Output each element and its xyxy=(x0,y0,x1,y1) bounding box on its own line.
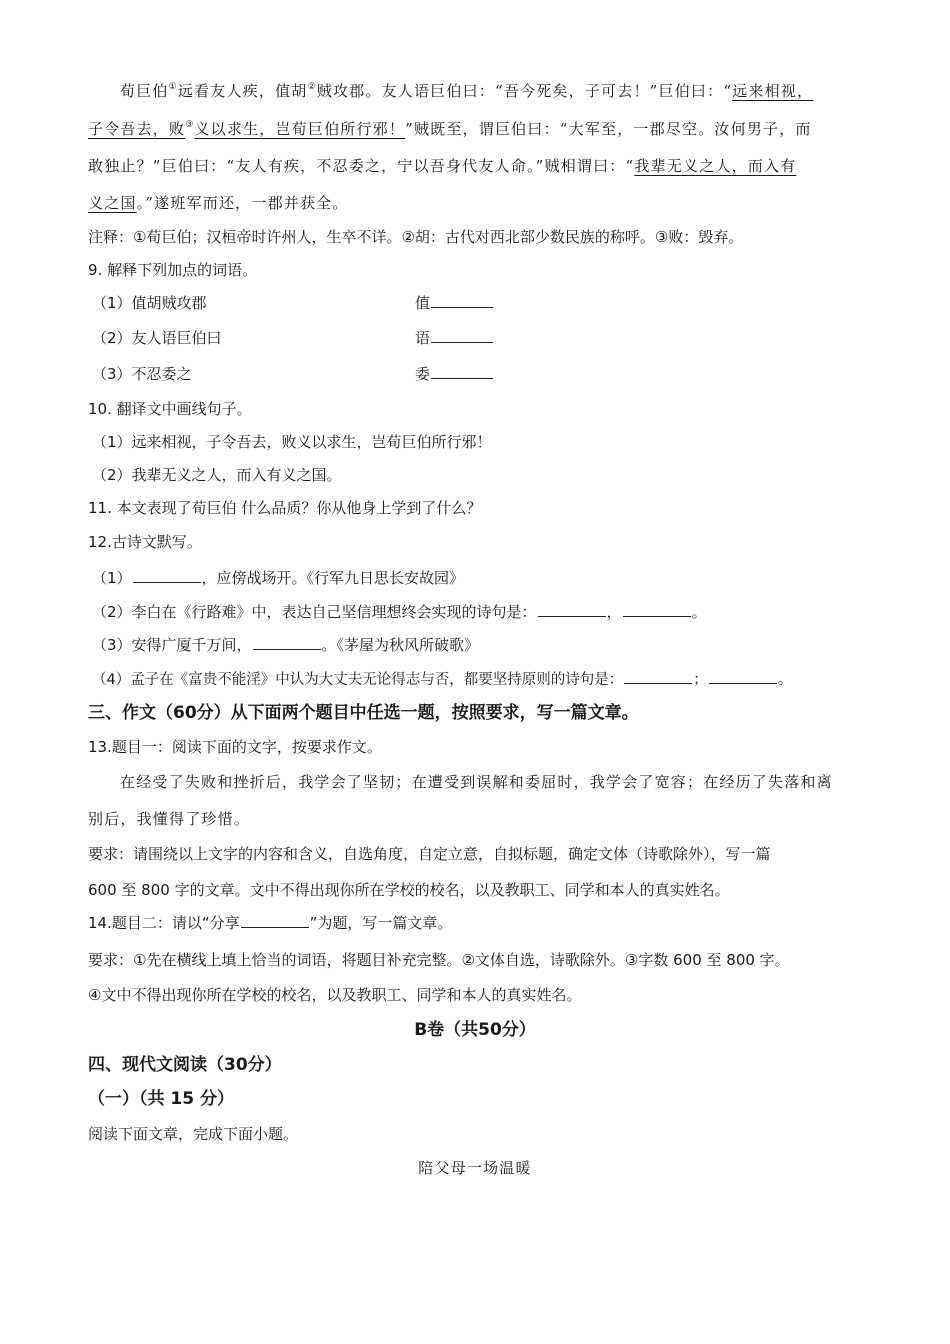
question-9-answer-3 xyxy=(415,364,494,384)
separator: ； xyxy=(693,672,708,688)
question-9-answer-2 xyxy=(415,328,494,348)
underlined-sentence: 义之国 xyxy=(88,194,137,212)
question-13-prompt-line-2: 别后，我懂得了珍惜。 xyxy=(88,810,251,828)
volume-b-heading: B卷（共50分） xyxy=(414,1020,536,1040)
underlined-sentence: 我辈无义之人，而入有 xyxy=(634,157,797,175)
question-10-title: 10. 翻译文中画线句子。 xyxy=(88,400,252,418)
item-text: 。《茅屋为秋风所破歌》 xyxy=(321,636,480,654)
passage-line-2 xyxy=(88,119,812,139)
item-label: （1） xyxy=(92,569,132,587)
answer-blank[interactable] xyxy=(431,293,493,308)
question-12-item-4 xyxy=(92,669,792,690)
passage-line-4 xyxy=(88,193,349,213)
item-text: （2）李白在《行路难》中，表达自己坚信理想终会实现的诗句是： xyxy=(92,603,537,621)
question-13-prompt-line-1: 在经受了失败和挫折后，我学会了坚韧；在遭受到误解和委屈时，我学会了宽容；在经历了失落和离 xyxy=(120,773,833,791)
reading-instruction: 阅读下面文章，完成下面小题。 xyxy=(88,1125,299,1143)
annotation-notes: 注释：①荀巨伯；汉桓帝时许州人，生卒不详。②胡：古代对西北部少数民族的称呼。③败：毁弃。 xyxy=(88,228,744,246)
keyword: 委 xyxy=(415,365,431,383)
underlined-sentence: 远来相视， xyxy=(732,82,814,100)
answer-blank[interactable] xyxy=(253,635,321,650)
article-title: 陪父母一场温暖 xyxy=(418,1159,532,1177)
question-14-requirement-line-1: 要求：①先在横线上填上恰当的词语，将题目补充完整。②文体自选，诗歌除外。③字数 600 至 800 字。 xyxy=(88,951,790,969)
passage-text: 敢独止？”巨伯曰：“友人有疾，不忍委之，宁以吾身代友人命。”贼相谓曰：“ xyxy=(88,157,635,175)
question-10-item-2: （2）我辈无义之人，而入有义之国。 xyxy=(92,466,342,484)
answer-blank[interactable] xyxy=(431,328,493,343)
question-9-item-2: （2）友人语巨伯曰 xyxy=(92,329,222,347)
answer-blank[interactable] xyxy=(133,568,201,583)
question-11: 11. 本文表现了荀巨伯 什么品质？你从他身上学到了什么？ xyxy=(88,499,482,517)
question-12-item-3 xyxy=(92,635,479,655)
question-12-title: 12.古诗文默写。 xyxy=(88,533,202,551)
question-10-item-1: （1）远来相视，子令吾去，败义以求生，岂荀巨伯所行邪！ xyxy=(92,433,492,451)
end-mark: 。 xyxy=(777,672,793,688)
passage-text: 。”遂班军而还，一郡并获全。 xyxy=(136,194,349,212)
keyword: 值 xyxy=(415,294,431,312)
section-3-heading: 三、作文（60分）从下面两个题目中任选一题，按照要求，写一篇文章。 xyxy=(88,703,639,723)
question-9-item-3: （3）不忍委之 xyxy=(92,365,192,383)
footnote-mark-1: ① xyxy=(168,82,178,92)
item-text: ，应傍战场开。《行军九日思长安故园》 xyxy=(201,569,465,587)
question-12-item-1 xyxy=(92,568,464,588)
question-14-title xyxy=(88,913,452,933)
title-text: ”为题，写一篇文章。 xyxy=(309,914,453,932)
answer-blank[interactable] xyxy=(624,669,692,684)
passage-text: 贼攻郡。友人语巨伯曰：“吾今死矣，子可去！”巨伯曰：“ xyxy=(316,82,733,100)
passage-line-3 xyxy=(88,156,796,176)
answer-blank[interactable] xyxy=(623,602,691,617)
question-14-requirement-line-2: ④文中不得出现你所在学校的校名，以及教职工、同学和本人的真实姓名。 xyxy=(88,986,582,1004)
passage-text: 荀巨伯 xyxy=(120,82,169,100)
footnote-mark-3: ③ xyxy=(185,120,195,130)
end-mark: 。 xyxy=(691,603,707,621)
item-text: （3）安得广厦千万间， xyxy=(92,636,252,654)
question-9-title: 9. 解释下列加点的词语。 xyxy=(88,261,258,279)
footnote-mark-2: ② xyxy=(307,82,317,92)
question-9-item-1: （1）值胡贼攻郡 xyxy=(92,294,207,312)
question-13-title: 13.题目一：阅读下面的文字，按要求作文。 xyxy=(88,738,382,756)
answer-blank[interactable] xyxy=(538,602,606,617)
separator: ， xyxy=(606,603,622,621)
answer-blank[interactable] xyxy=(431,364,493,379)
section-4-heading: 四、现代文阅读（30分） xyxy=(88,1055,282,1075)
title-text: 14.题目二：请以“分享 xyxy=(88,914,240,932)
passage-line-1 xyxy=(120,81,813,101)
part-1-heading: （一）（共 15 分） xyxy=(88,1089,234,1109)
underlined-sentence: 义以求生，岂荀巨伯所行邪！ xyxy=(194,120,406,138)
keyword: 语 xyxy=(415,329,431,347)
passage-text: ”贼既至，谓巨伯曰：“大军至，一郡尽空。汝何男子，而 xyxy=(405,120,812,138)
answer-blank[interactable] xyxy=(709,669,777,684)
item-text: （4）孟子在《富贵不能淫》中认为大丈夫无论得志与否，都要坚持原则的诗句是： xyxy=(92,672,624,688)
answer-blank[interactable] xyxy=(241,913,309,928)
underlined-sentence: 子令吾去，败 xyxy=(88,120,186,138)
question-13-requirement-line-1: 要求：请围绕以上文字的内容和含义，自选角度，自定立意，自拟标题，确定文体（诗歌除外），写一篇 xyxy=(88,845,771,863)
question-12-item-2 xyxy=(92,602,707,622)
question-13-requirement-line-2: 600 至 800 字的文章。文中不得出现你所在学校的校名，以及教职工、同学和本人的真实姓名。 xyxy=(88,881,730,899)
question-9-answer-1 xyxy=(415,293,494,313)
passage-text: 远看友人疾，值胡 xyxy=(177,82,308,100)
